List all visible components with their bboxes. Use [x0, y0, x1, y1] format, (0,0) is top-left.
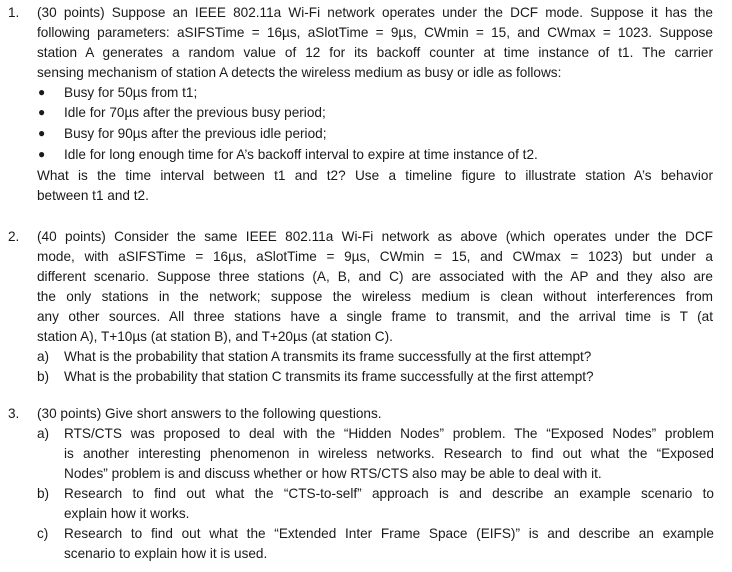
- q2-sub-b-label: b): [37, 369, 50, 384]
- q2-line-1: (40 points) Consider the same IEEE 802.11a Wi-Fi network as above (which operates under the DCF: [37, 229, 713, 244]
- q2-sub-b-text: What is the probability that station C transmits its frame successfully at the first attempt?: [64, 369, 594, 384]
- q3-sub-b-label: b): [37, 486, 50, 501]
- q1-bullet-1: Busy for 50µs from t1;: [64, 85, 198, 100]
- q2-line-6: station A), T+10µs (at station B), and T+20µs (at station C).: [37, 329, 393, 344]
- q1-line-1: (30 points) Suppose an IEEE 802.11a Wi-Fi network operates under the DCF mode. Suppose it has the: [37, 5, 713, 20]
- q1-line-4: sensing mechanism of station A detects the wireless medium as busy or idle as follows:: [37, 65, 562, 80]
- q3-sub-c-label: c): [37, 526, 49, 541]
- q1-bullet-2: Idle for 70µs after the previous busy period;: [64, 105, 326, 120]
- q3-sub-a-line-3: Nodes” problem is and discuss whether or how RTS/CTS also may be able to deal with it.: [64, 466, 602, 481]
- bullet-icon: ●: [38, 85, 46, 99]
- q2-line-2: mode, with aSIFSTime = 16µs, aSlotTime = 9µs, CWmin = 15, and CWmax = 1023) but under a: [37, 249, 713, 264]
- q1-line-3: station A generates a random value of 12 for its backoff counter at time instance of t1. The carrier: [37, 45, 713, 60]
- bullet-icon: ●: [38, 105, 46, 119]
- q2-sub-a-label: a): [37, 349, 50, 364]
- q3-intro: (30 points) Give short answers to the following questions.: [37, 406, 382, 421]
- q1-after-1: What is the time interval between t1 and t2? Use a timeline figure to illustrate station A’s behavior: [37, 168, 713, 183]
- q3-sub-b-line-1: Research to find out what the “CTS-to-self” approach is and describe an example scenario to: [64, 486, 714, 501]
- q2-sub-a-text: What is the probability that station A transmits its frame successfully at the first attempt?: [64, 349, 592, 364]
- q1-line-2: following parameters: aSIFSTime = 16µs, aSlotTime = 9µs, CWmin = 15, and CWmax = 1023. Suppose: [37, 25, 713, 40]
- q2-line-4: the only stations in the network; suppose the wireless medium is clean without interferences from: [37, 289, 713, 304]
- q1-bullet-3: Busy for 90µs after the previous idle period;: [64, 126, 327, 141]
- q1-after-2: between t1 and t2.: [37, 188, 149, 203]
- q3-number: 3.: [8, 406, 20, 421]
- q3-sub-a-line-2: is another interesting phenomenon in wireless networks. Research to find out what the “Exposed: [64, 446, 714, 461]
- bullet-icon: ●: [38, 126, 46, 140]
- q3-sub-c-line-2: scenario to explain how it is used.: [64, 546, 268, 561]
- q3-sub-a-label: a): [37, 426, 50, 441]
- q3-sub-a-line-1: RTS/CTS was proposed to deal with the “Hidden Nodes” problem. The “Exposed Nodes” problem: [64, 426, 714, 441]
- q1-bullet-4: Idle for long enough time for A’s backoff interval to expire at time instance of t2.: [64, 147, 538, 162]
- q2-line-3: different scenario. Suppose three stations (A, B, and C) are associated with the AP and they also are: [37, 269, 713, 284]
- q3-sub-b-line-2: explain how it works.: [64, 506, 190, 521]
- q1-number: 1.: [8, 5, 20, 20]
- q2-number: 2.: [8, 229, 20, 244]
- q3-sub-c-line-1: Research to find out what the “Extended Inter Frame Space (EIFS)” is and describe an example: [64, 526, 714, 541]
- bullet-icon: ●: [38, 147, 46, 161]
- q2-line-5: any other sources. All three stations have a single frame to transmit, and the arrival time is T (at: [37, 309, 713, 324]
